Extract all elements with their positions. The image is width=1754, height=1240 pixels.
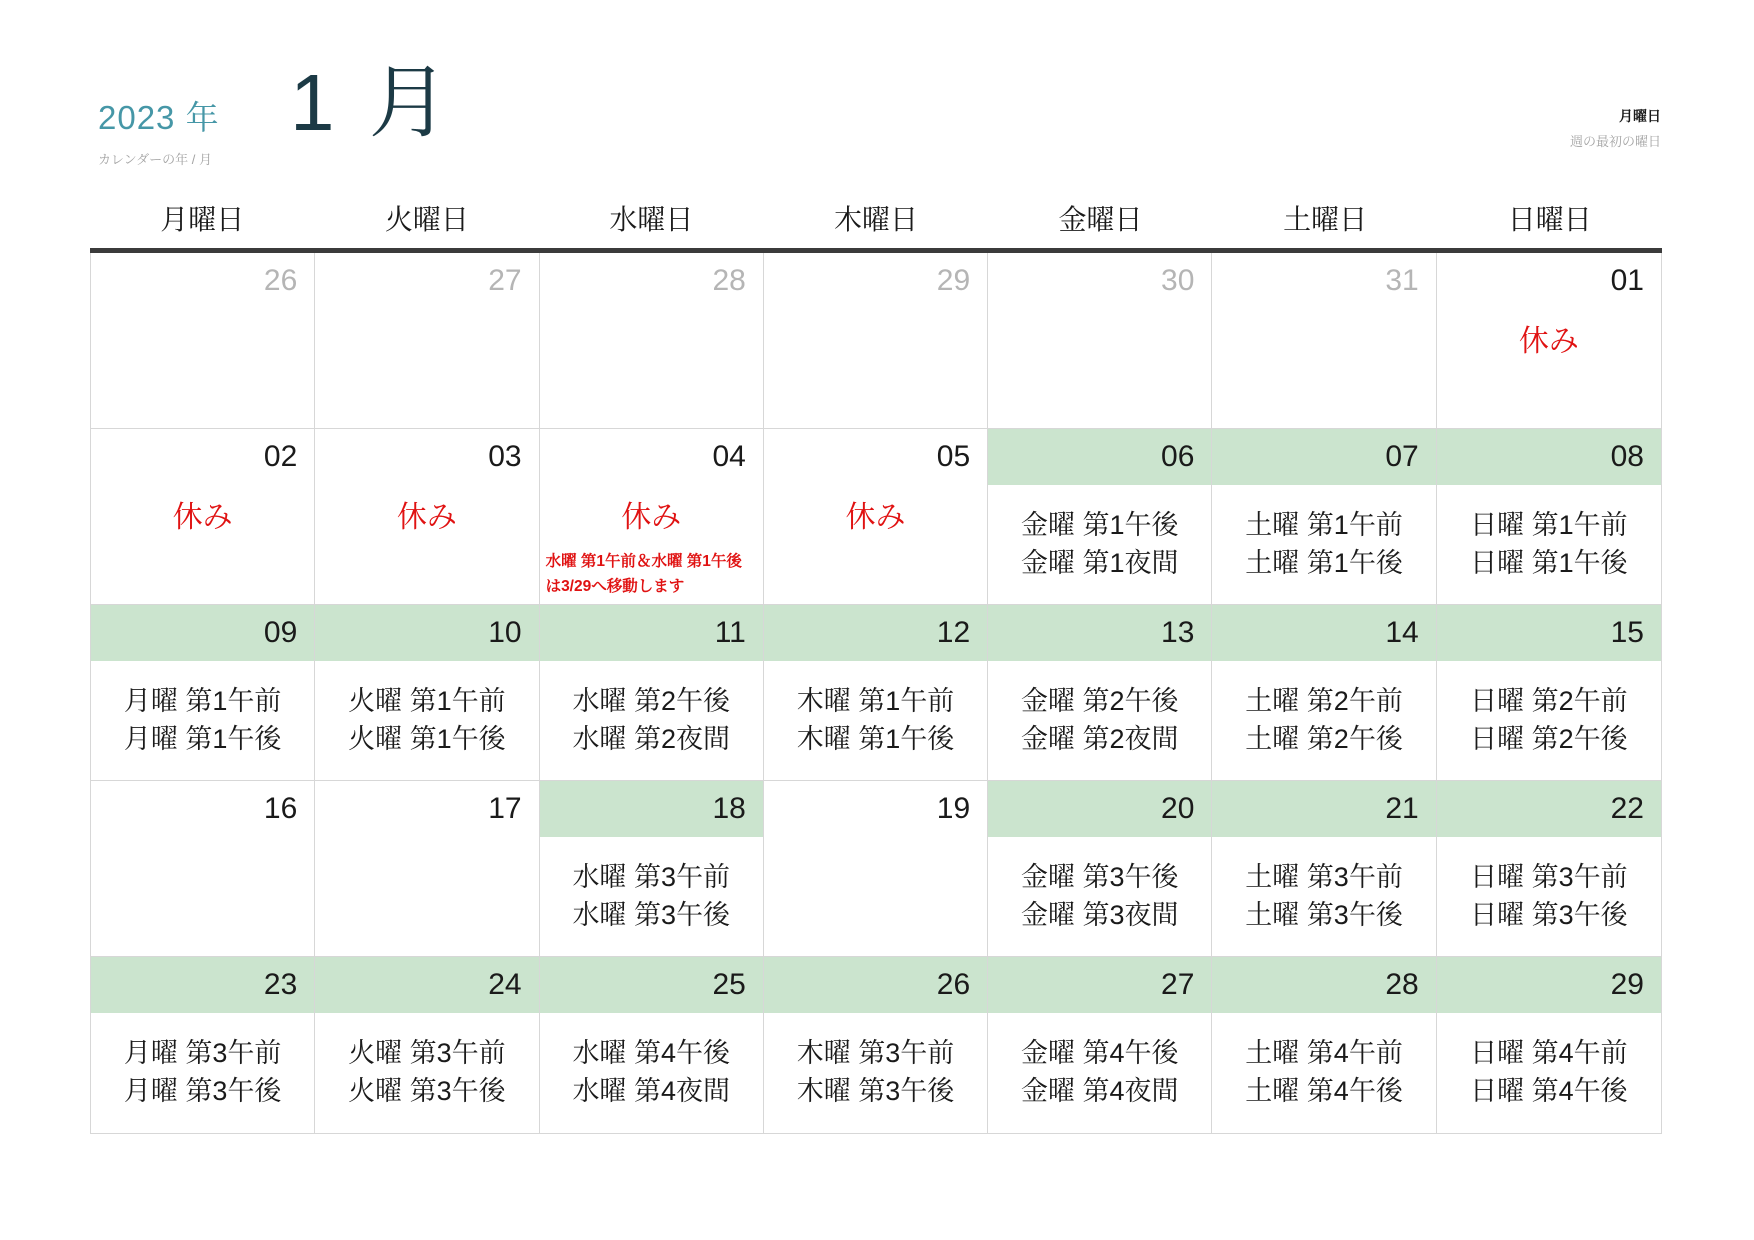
day-cell-content <box>1437 1034 1661 1110</box>
week-start-caption: 週の最初の曜日 <box>1569 134 1661 149</box>
day-number-band <box>1212 605 1435 661</box>
event-label: 金曜 第4夜間 <box>1021 1076 1179 1106</box>
event-list <box>764 1034 987 1110</box>
day-number: 26 <box>936 968 971 1001</box>
day-number-band <box>988 429 1211 485</box>
day-number-band <box>764 429 987 485</box>
event-label: 木曜 第3午後 <box>796 1076 955 1106</box>
day-cell-content <box>1212 682 1435 758</box>
event-list <box>1437 858 1661 934</box>
day-cell-18[interactable] <box>540 781 764 957</box>
event-label: 日曜 第3午後 <box>1470 900 1628 930</box>
day-number: 28 <box>1385 968 1419 1001</box>
event-label: 月曜 第1午前 <box>123 686 282 716</box>
day-number: 02 <box>263 440 298 473</box>
day-number-band <box>988 781 1211 837</box>
week-start-block <box>1570 106 1661 150</box>
day-cell-23[interactable] <box>91 957 315 1133</box>
year-block <box>98 92 220 168</box>
day-cell-content <box>540 858 763 934</box>
day-cell-27[interactable] <box>315 253 539 429</box>
event-label: 金曜 第1夜間 <box>1021 548 1179 578</box>
day-number-band <box>764 957 987 1013</box>
day-number: 22 <box>1610 792 1644 825</box>
day-cell-content <box>988 858 1211 934</box>
day-number: 05 <box>936 440 971 473</box>
day-cell-04[interactable] <box>540 429 764 605</box>
weekday-header-row <box>90 198 1662 248</box>
day-cell-content <box>988 1034 1211 1110</box>
day-cell-22[interactable] <box>1437 781 1661 957</box>
event-label: 日曜 第2午後 <box>1470 724 1628 754</box>
event-label: 土曜 第3午前 <box>1245 862 1403 892</box>
event-label: 木曜 第1午前 <box>796 686 955 716</box>
day-number: 18 <box>712 792 746 825</box>
week-row-2 <box>91 429 1661 605</box>
event-label: 土曜 第1午後 <box>1245 548 1403 578</box>
day-cell-28[interactable] <box>1212 957 1436 1133</box>
day-cell-12[interactable] <box>764 605 988 781</box>
holiday-label: 休み <box>621 501 682 534</box>
day-number-band <box>988 605 1211 661</box>
day-number-band <box>988 253 1211 309</box>
event-list <box>540 1034 763 1110</box>
event-list <box>91 682 314 758</box>
event-list <box>1437 506 1661 582</box>
event-label: 月曜 第3午前 <box>123 1038 282 1068</box>
day-cell-08[interactable] <box>1437 429 1661 605</box>
day-number: 20 <box>1161 792 1195 825</box>
day-cell-content <box>764 1034 987 1110</box>
day-cell-content <box>91 682 314 758</box>
day-cell-02[interactable] <box>91 429 315 605</box>
day-cell-15[interactable] <box>1437 605 1661 781</box>
event-label: 日曜 第3午前 <box>1470 862 1628 892</box>
event-label: 土曜 第2午前 <box>1245 686 1403 716</box>
week-start-day: 月曜日 <box>1619 108 1661 124</box>
week-row-4 <box>91 781 1661 957</box>
event-list <box>91 1034 314 1110</box>
day-cell-19[interactable] <box>764 781 988 957</box>
day-number: 06 <box>1161 440 1195 473</box>
year-caption: カレンダーの年 / 月 <box>98 152 212 167</box>
event-label: 土曜 第3午後 <box>1245 900 1403 930</box>
day-cell-content <box>1212 1034 1435 1110</box>
day-cell-21[interactable] <box>1212 781 1436 957</box>
event-label: 水曜 第3午前 <box>572 862 730 892</box>
day-number: 30 <box>1161 264 1195 297</box>
day-number-band <box>91 957 314 1013</box>
day-cell-27[interactable] <box>988 957 1212 1133</box>
day-number-band <box>91 429 314 485</box>
day-number: 13 <box>1161 616 1195 649</box>
day-cell-content <box>540 1034 763 1110</box>
day-number: 10 <box>488 616 522 649</box>
day-cell-31[interactable] <box>1212 253 1436 429</box>
day-number: 17 <box>488 792 522 825</box>
event-label: 土曜 第1午前 <box>1245 510 1403 540</box>
day-cell-content <box>91 492 314 536</box>
event-label: 火曜 第3午後 <box>348 1076 506 1106</box>
event-label: 金曜 第2夜間 <box>1021 724 1179 754</box>
day-number: 11 <box>714 616 746 649</box>
day-number-band <box>1437 253 1661 309</box>
day-cell-content <box>315 682 538 758</box>
day-number-band <box>91 605 314 661</box>
event-label: 木曜 第3午前 <box>796 1038 955 1068</box>
weekday-header-mon: 月曜日 <box>160 204 245 235</box>
event-label: 日曜 第2午前 <box>1470 686 1628 716</box>
day-cell-content <box>1437 506 1661 582</box>
event-label: 日曜 第4午後 <box>1470 1076 1628 1106</box>
day-number: 08 <box>1610 440 1644 473</box>
event-label: 水曜 第2夜間 <box>572 724 730 754</box>
day-cell-content <box>540 492 763 599</box>
day-cell-25[interactable] <box>540 957 764 1133</box>
day-number-band <box>540 781 763 837</box>
day-number-band <box>315 781 538 837</box>
event-list <box>988 858 1211 934</box>
calendar-weeks <box>90 253 1662 1134</box>
day-number: 21 <box>1385 792 1419 825</box>
event-label: 水曜 第4夜間 <box>572 1076 730 1106</box>
day-cell-06[interactable] <box>988 429 1212 605</box>
day-number-band <box>315 429 538 485</box>
event-label: 金曜 第4午後 <box>1021 1038 1179 1068</box>
event-list <box>988 506 1211 582</box>
event-label: 金曜 第3夜間 <box>1021 900 1179 930</box>
day-number-band <box>764 781 987 837</box>
day-number: 28 <box>712 264 746 297</box>
event-list <box>1437 682 1661 758</box>
day-number-band <box>315 253 538 309</box>
holiday-label: 休み <box>845 501 906 534</box>
day-number-band <box>1437 429 1661 485</box>
event-list <box>764 682 987 758</box>
event-label: 水曜 第3午後 <box>572 900 730 930</box>
day-cell-content <box>1437 858 1661 934</box>
day-number-band <box>315 605 538 661</box>
holiday-label: 休み <box>396 501 457 534</box>
event-label: 火曜 第1午前 <box>348 686 506 716</box>
event-list <box>540 858 763 934</box>
day-number-band <box>764 605 987 661</box>
day-number-band <box>1212 781 1435 837</box>
day-number-band <box>315 957 538 1013</box>
day-cell-09[interactable] <box>91 605 315 781</box>
event-label: 日曜 第1午後 <box>1470 548 1628 578</box>
event-label: 火曜 第1午後 <box>348 724 506 754</box>
day-cell-30[interactable] <box>988 253 1212 429</box>
event-label: 金曜 第1午後 <box>1021 510 1179 540</box>
day-cell-content <box>540 682 763 758</box>
day-cell-11[interactable] <box>540 605 764 781</box>
weekday-header-thu: 木曜日 <box>833 204 918 235</box>
day-number-band <box>540 253 763 309</box>
day-cell-16[interactable] <box>91 781 315 957</box>
event-list <box>1212 506 1435 582</box>
holiday-label: 休み <box>172 501 233 534</box>
event-label: 水曜 第2午後 <box>572 686 730 716</box>
day-cell-content <box>764 492 987 536</box>
day-number-band <box>1437 781 1661 837</box>
day-number: 12 <box>936 616 971 649</box>
day-number-band <box>1212 429 1435 485</box>
weekday-header-tue: 火曜日 <box>384 204 469 235</box>
day-cell-28[interactable] <box>540 253 764 429</box>
day-number-band <box>1437 957 1661 1013</box>
month-title: 1 月 <box>290 58 455 147</box>
day-cell-05[interactable] <box>764 429 988 605</box>
day-number: 26 <box>263 264 298 297</box>
day-number: 04 <box>712 440 746 473</box>
day-number: 25 <box>712 968 746 1001</box>
day-number-band <box>764 253 987 309</box>
day-number: 09 <box>263 616 298 649</box>
day-number-band <box>91 253 314 309</box>
event-list <box>988 1034 1211 1110</box>
event-label: 月曜 第3午後 <box>123 1076 282 1106</box>
day-cell-24[interactable] <box>315 957 539 1133</box>
day-cell-content <box>315 1034 538 1110</box>
weekday-header-wed: 水曜日 <box>609 204 694 235</box>
moved-note <box>540 549 763 599</box>
day-number: 29 <box>936 264 971 297</box>
day-number-band <box>1212 253 1435 309</box>
weekday-header-fri: 金曜日 <box>1058 204 1143 235</box>
day-number: 31 <box>1385 264 1419 297</box>
event-label: 土曜 第2午後 <box>1245 724 1403 754</box>
weekday-header-sun: 日曜日 <box>1507 204 1592 235</box>
day-cell-10[interactable] <box>315 605 539 781</box>
day-cell-content <box>1212 858 1435 934</box>
event-label: 金曜 第3午後 <box>1021 862 1179 892</box>
day-cell-20[interactable] <box>988 781 1212 957</box>
day-cell-29[interactable] <box>1437 957 1661 1133</box>
day-cell-29[interactable] <box>764 253 988 429</box>
day-cell-13[interactable] <box>988 605 1212 781</box>
day-cell-17[interactable] <box>315 781 539 957</box>
moved-note-line: は3/29へ移動します <box>545 578 685 595</box>
day-cell-content <box>91 1034 314 1110</box>
event-label: 日曜 第4午前 <box>1470 1038 1628 1068</box>
weekday-header-sat: 土曜日 <box>1283 204 1368 235</box>
day-number: 27 <box>1161 968 1195 1001</box>
day-cell-07[interactable] <box>1212 429 1436 605</box>
day-cell-content <box>764 682 987 758</box>
event-list <box>540 682 763 758</box>
event-label: 月曜 第1午後 <box>123 724 282 754</box>
day-number: 03 <box>488 440 522 473</box>
event-list <box>315 1034 538 1110</box>
day-number-band <box>91 781 314 837</box>
day-number: 27 <box>488 264 522 297</box>
event-list <box>988 682 1211 758</box>
day-cell-01[interactable] <box>1437 253 1661 429</box>
week-row-3 <box>91 605 1661 781</box>
week-row-5 <box>91 957 1661 1133</box>
day-number-band <box>988 957 1211 1013</box>
event-label: 木曜 第1午後 <box>796 724 955 754</box>
day-cell-14[interactable] <box>1212 605 1436 781</box>
day-number-band <box>1212 957 1435 1013</box>
day-number: 16 <box>263 792 298 825</box>
day-number: 01 <box>1610 264 1644 297</box>
day-cell-content <box>1437 682 1661 758</box>
day-cell-26[interactable] <box>764 957 988 1133</box>
day-cell-content <box>1212 506 1435 582</box>
event-list <box>315 682 538 758</box>
day-cell-content <box>315 492 538 536</box>
day-cell-content <box>988 682 1211 758</box>
calendar-year: 2023 年 <box>98 99 220 136</box>
day-number: 24 <box>488 968 522 1001</box>
day-number-band <box>540 605 763 661</box>
event-label: 土曜 第4午前 <box>1245 1038 1403 1068</box>
event-label: 火曜 第3午前 <box>348 1038 506 1068</box>
event-list <box>1212 858 1435 934</box>
day-cell-03[interactable] <box>315 429 539 605</box>
day-number-band <box>1437 605 1661 661</box>
day-number: 07 <box>1385 440 1419 473</box>
day-cell-26[interactable] <box>91 253 315 429</box>
day-number-band <box>540 429 763 485</box>
week-row-1 <box>91 253 1661 429</box>
event-label: 金曜 第2午後 <box>1021 686 1179 716</box>
day-number: 14 <box>1385 616 1419 649</box>
event-label: 水曜 第4午後 <box>572 1038 730 1068</box>
event-list <box>1212 1034 1435 1110</box>
day-number: 15 <box>1610 616 1644 649</box>
day-number: 23 <box>263 968 298 1001</box>
day-cell-content <box>1437 316 1661 360</box>
event-label: 土曜 第4午後 <box>1245 1076 1403 1106</box>
day-number: 19 <box>936 792 971 825</box>
event-list <box>1212 682 1435 758</box>
day-cell-content <box>988 506 1211 582</box>
event-label: 日曜 第1午前 <box>1470 510 1628 540</box>
day-number: 29 <box>1610 968 1644 1001</box>
calendar-grid <box>90 198 1662 1134</box>
day-number-band <box>540 957 763 1013</box>
event-list <box>1437 1034 1661 1110</box>
moved-note-line: 水曜 第1午前＆水曜 第1午後 <box>545 553 742 570</box>
holiday-label: 休み <box>1518 325 1579 358</box>
